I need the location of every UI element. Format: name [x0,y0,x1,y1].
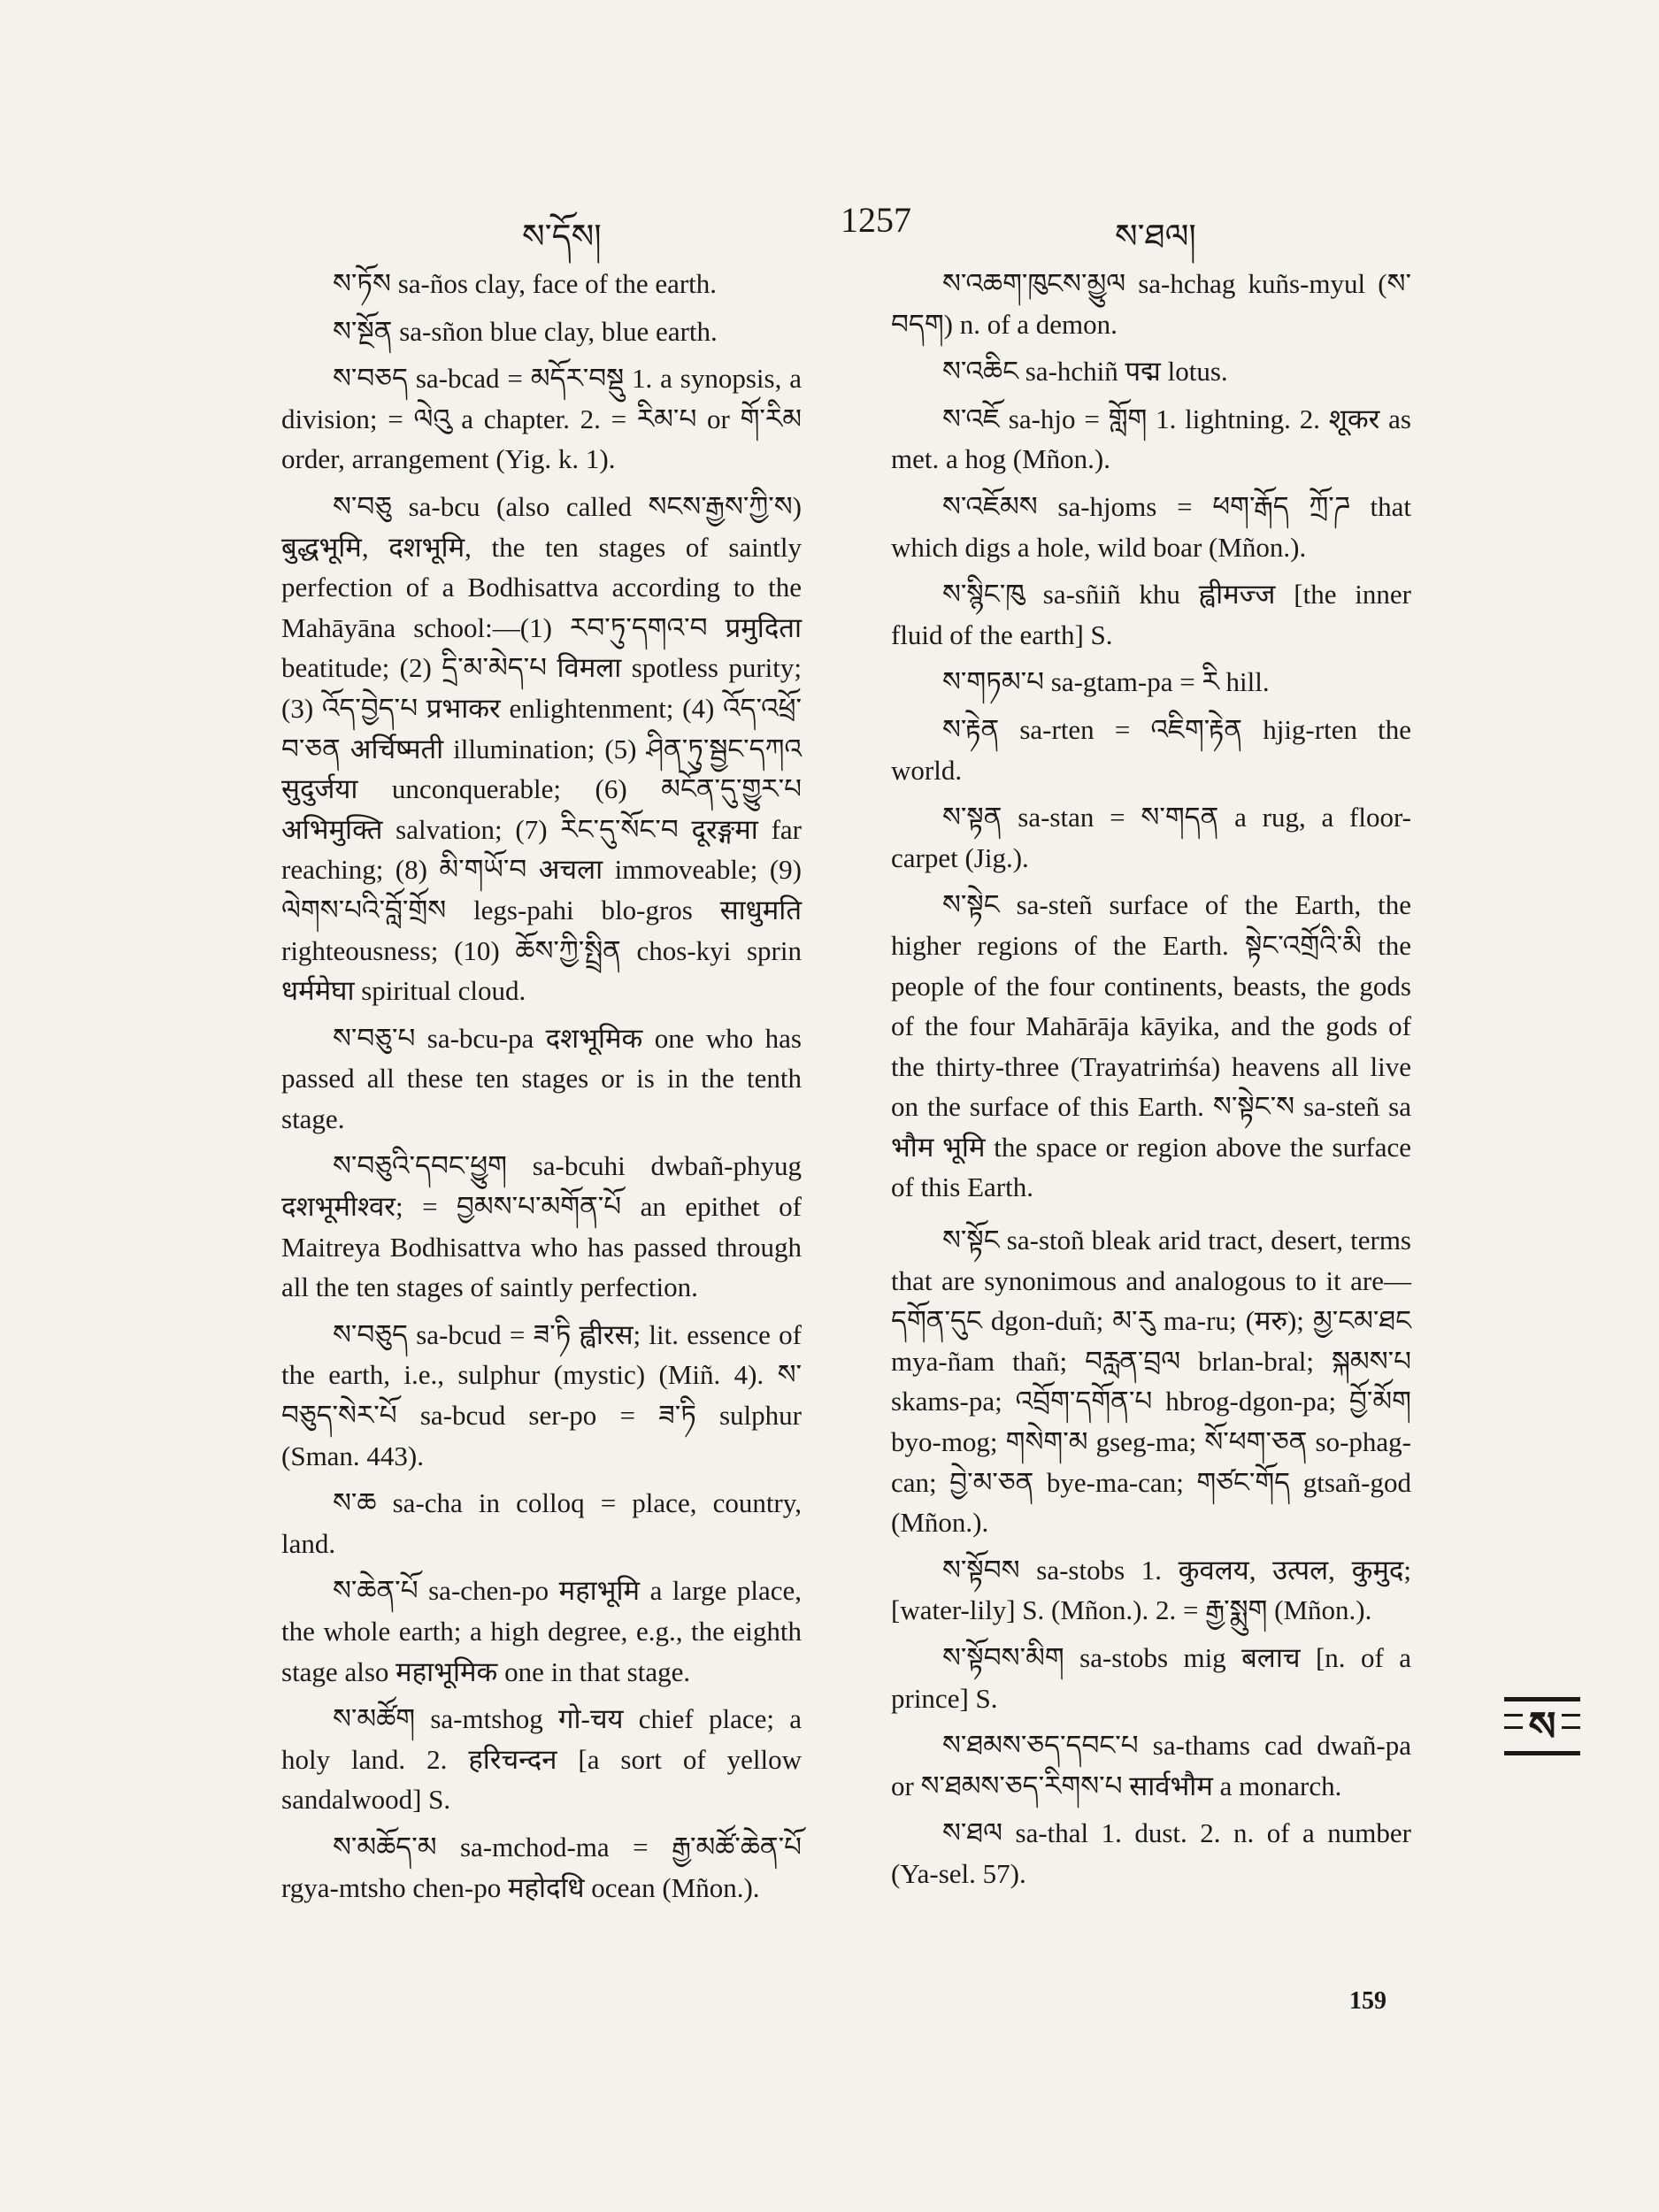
entry-sa-stobs-mig: ས་སྟོབས་མིག sa-stobs mig बलाच [n. of a prince] S. [891,1642,1411,1714]
entry-sa-chen-po: ས་ཆེན་པོ sa-chen-po महाभूमि a large place, the whole earth; a high degree, e.g., the eighth stage also महाभूमिक one in that stage. [281,1575,802,1687]
entry-sa-thal: ས་ཐལ sa-thal 1. dust. 2. n. of a number (Ya-sel. 57). [891,1817,1411,1889]
entry-sa-bcud: ས་བཅུད sa-bcud = ཟ་ཏི ह्वीरस; lit. essence of the earth, i.e., sulphur (mystic) (Miñ. 4). ས་བཅུད་སེར་པོ sa-bcud ser-po = ཟ་ཏི sulphur (Sman. 443). [281,1318,802,1471]
entry-sa-sten: ས་སྟེང sa-steñ surface of the Earth, the higher regions of the Earth. སྟེང་འགྲོའི་མི the people of the four continents, beasts, the gods of the four Mahārāja kāyika, and the gods of the thirty-three (Trayatriṁśa) heavens all live on the surface of this Earth. ས་སྟེང་ས sa-steñ sa भौम भूमि the space or region above the surface of this Earth. [891,889,1411,1203]
entry-sa-nos: ས་ཏོས sa-ños clay, face of the earth. [333,268,718,299]
entry-sa-mtshog: ས་མཚོག sa-mtshog गो-चय chief place; a holy land. 2. हरिचन्दन [a sort of yellow sandalwood] S. [281,1703,802,1816]
entry-sa-bcad: ས་བཅད sa-bcad = མདོར་བསྡུ 1. a synopsis, a division; = ལེའུ a chapter. 2. = རིམ་པ or གོ་རིམ order, arrangement (Yig. k. 1). [281,363,802,475]
thumb-index-letter: ས [1523,1704,1561,1748]
entry-sa-ston: ས་སྟོང sa-stoñ bleak arid tract, desert, terms that are synonimous and analogous to it are—དགོན་དུང dgon-duñ; མ་རུ ma-ru; (मरु); མྱ་ངམ་ཐང mya-ñam thañ; བརླན་བྲལ brlan-bral; སྐམས་པ skams-pa; འབྲོག་དགོན་པ hbrog-dgon-pa; བྱོ་མོག byo-mog; གསེག་མ gseg-ma; སོ་ཕག་ཅན so-phag-can; བྱེ་མ་ཅན bye-ma-can; གཙང་གོད gtsañ-god (Mñon.). [891,1225,1411,1539]
right-column [891,264,1411,1901]
entry-sa-bcu: ས་བཅུ sa-bcu (also called སངས་རྒྱས་ཀྱི་ས) बुद्धभूमि, दशभूमि, the ten stages of saintly perfection of a Bodhisattva according to the Mahāyāna school:—(1) རབ་ཏུ་དགའ་བ प्रमुदिता beatitude; (2) དྲི་མ་མེད་པ विमला spotless purity; (3) འོད་བྱེད་པ प्रभाकर enlightenment; (4) འོད་འཕྲོ་བ་ཅན अर्चिष्मती illumination; (5) ཤིན་ཏུ་སྦྱང་དཀའ सुदुर्जया unconquerable; (6) མངོན་དུ་གྱུར་པ अभिमुक्ति salvation; (7) རིང་དུ་སོང་བ दूरङ्गमा far reaching; (8) མི་གཡོ་བ अचला immoveable; (9) ལེགས་པའི་བློ་གྲོས legs-pahi blo-gros साधुमति righteousness; (10) ཆོས་ཀྱི་སྤྲིན chos-kyi sprin धर्ममेघा spiritual cloud. [281,490,802,1007]
entry-sa-mchod-ma: ས་མཆོད་མ sa-mchod-ma = རྒྱ་མཚོ་ཆེན་པོ rgya-mtsho chen-po महोदधि ocean (Mñon.). [281,1831,802,1903]
entry-sa-stobs: ས་སྟོབས sa-stobs 1. कुवलय, उत्पल, कुमुद; [water-lily] S. (Mñon.). 2. = རྒྱ་སྨུག (Mñon.). [891,1554,1411,1626]
entry-sa-rten: ས་རྟེན sa-rten = འཇིག་རྟེན hjig-rten the world. [891,713,1411,786]
entry-sa-snin-khu: ས་སྙིང་ཁུ sa-sñiñ khu ह्वीमज्ज [the inner fluid of the earth] S. [891,579,1411,650]
entry-sa-snon: ས་སྔོན sa-sñon blue clay, blue earth. [333,315,718,347]
entry-sa-hjo: ས་འཇོ sa-hjo = གློག 1. lightning. 2. शूकर as met. a hog (Mñon.). [891,403,1411,475]
entry-sa-bcuhi: ས་བཅུའི་དབང་ཕྱུག sa-bcuhi dwbañ-phyug दशभूमीश्वर; = བྱམས་པ་མགོན་པོ an epithet of Maitreya Bodhisattva who has passed through all the ten stages of saintly perfection. [281,1150,802,1303]
entry-sa-bcu-pa: ས་བཅུ་པ sa-bcu-pa दशभूमिक one who has passed all these ten stages or is in the tenth stage. [281,1022,802,1134]
thumb-index-mark [1504,1697,1580,1755]
entry-sa-cha: ས་ཆ sa-cha in colloq = place, country, land. [281,1487,802,1559]
entry-sa-stan: ས་སྟན sa-stan = ས་གདན a rug, a floor-carpet (Jig.). [891,802,1411,873]
left-column [281,264,802,1915]
folio-number: 159 [1349,1987,1386,2015]
entry-sa-hjoms: ས་འཇོམས sa-hjoms = ཕག་རྒོད ཀྲོ་ཌ that which digs a hole, wild boar (Mñon.). [891,490,1411,563]
running-head-right: ས་ཐལ། [1115,219,1196,256]
entry-sa-gtam-pa: ས་གཏམ་པ sa-gtam-pa = རི hill. [942,666,1270,698]
running-head-left: ས་དོས། [522,219,602,256]
page-number: 1257 [841,200,911,240]
entry-sa-hchag: ས་འཆག་ཁུངས་མྱུལ sa-hchag kuñs-myul (ས་བདག) n. of a demon. [891,268,1411,340]
entry-sa-hchin: ས་འཆིང sa-hchiñ पद्म lotus. [942,356,1228,388]
entry-sa-thams-cad: ས་ཐམས་ཅད་དབང་པ sa-thams cad dwañ-pa or ས་ཐམས་ཅད་རིགས་པ सार्वभौम a monarch. [891,1730,1411,1801]
